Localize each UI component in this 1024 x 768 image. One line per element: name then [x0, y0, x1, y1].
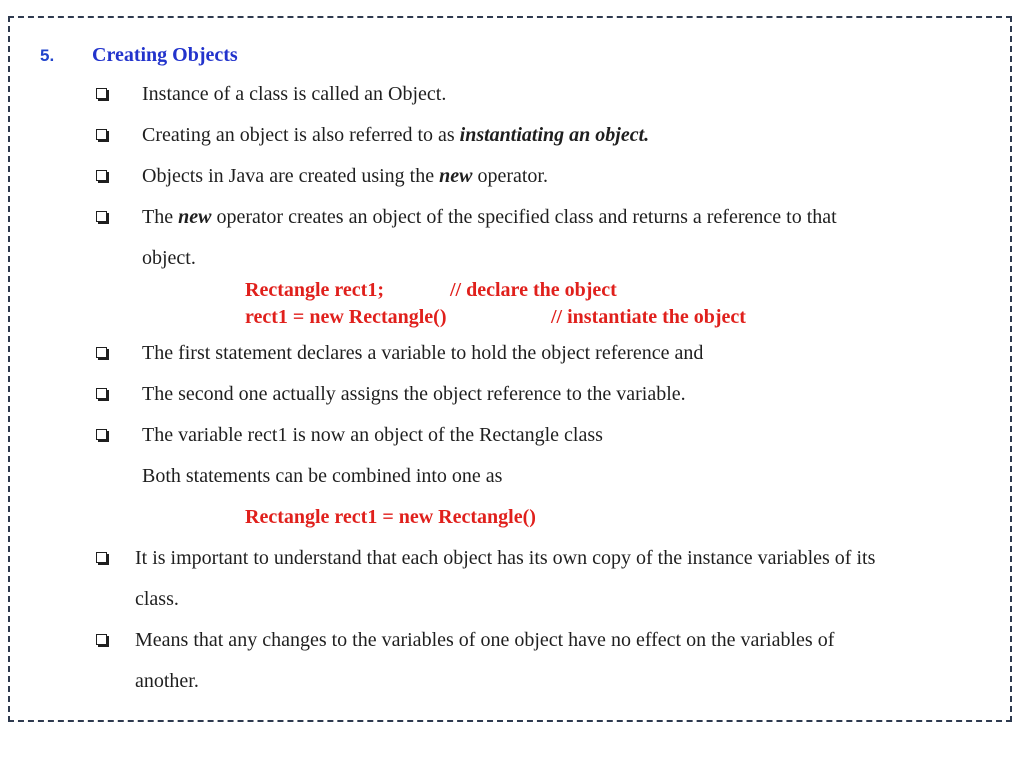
bullet-text: The first statement declares a variable to hold the object reference and [142, 342, 704, 364]
bullet-text: Objects in Java are created using the new operator. [142, 165, 548, 187]
bullet-continuation: another. [135, 670, 199, 692]
checkbox-bullet-icon [96, 429, 107, 440]
code-declare-comment: // declare the object [450, 279, 617, 301]
emphasis: instantiating an object. [459, 124, 650, 146]
checkbox-bullet-icon [96, 88, 107, 99]
code-instantiate-comment: // instantiate the object [551, 306, 746, 328]
checkbox-bullet-icon [96, 388, 107, 399]
bullet-text: The new operator creates an object of the specified class and returns a reference to that [142, 206, 837, 228]
code-combined: Rectangle rect1 = new Rectangle() [245, 506, 536, 528]
slide-frame [8, 16, 1012, 722]
checkbox-bullet-icon [96, 634, 107, 645]
bullet-text: Creating an object is also referred to as instantiating an object. [142, 124, 650, 146]
bullet-text: The variable rect1 is now an object of the Rectangle class [142, 424, 603, 446]
checkbox-bullet-icon [96, 347, 107, 358]
bullet-text: It is important to understand that each object has its own copy of the instance variables of its [135, 547, 876, 569]
bullet-continuation: object. [142, 247, 196, 269]
section-title: Creating Objects [92, 44, 238, 66]
bullet-text: The second one actually assigns the object reference to the variable. [142, 383, 686, 405]
checkbox-bullet-icon [96, 129, 107, 140]
checkbox-bullet-icon [96, 552, 107, 563]
combined-note: Both statements can be combined into one as [142, 465, 503, 487]
checkbox-bullet-icon [96, 170, 107, 181]
emphasis: new [178, 206, 212, 228]
bullet-text: Means that any changes to the variables of one object have no effect on the variables of [135, 629, 835, 651]
emphasis: new [439, 165, 473, 187]
bullet-text: Instance of a class is called an Object. [142, 83, 447, 105]
code-declare: Rectangle rect1; [245, 279, 385, 301]
checkbox-bullet-icon [96, 211, 107, 222]
code-instantiate: rect1 = new Rectangle() [245, 306, 447, 328]
section-number: 5. [40, 46, 55, 65]
bullet-continuation: class. [135, 588, 179, 610]
